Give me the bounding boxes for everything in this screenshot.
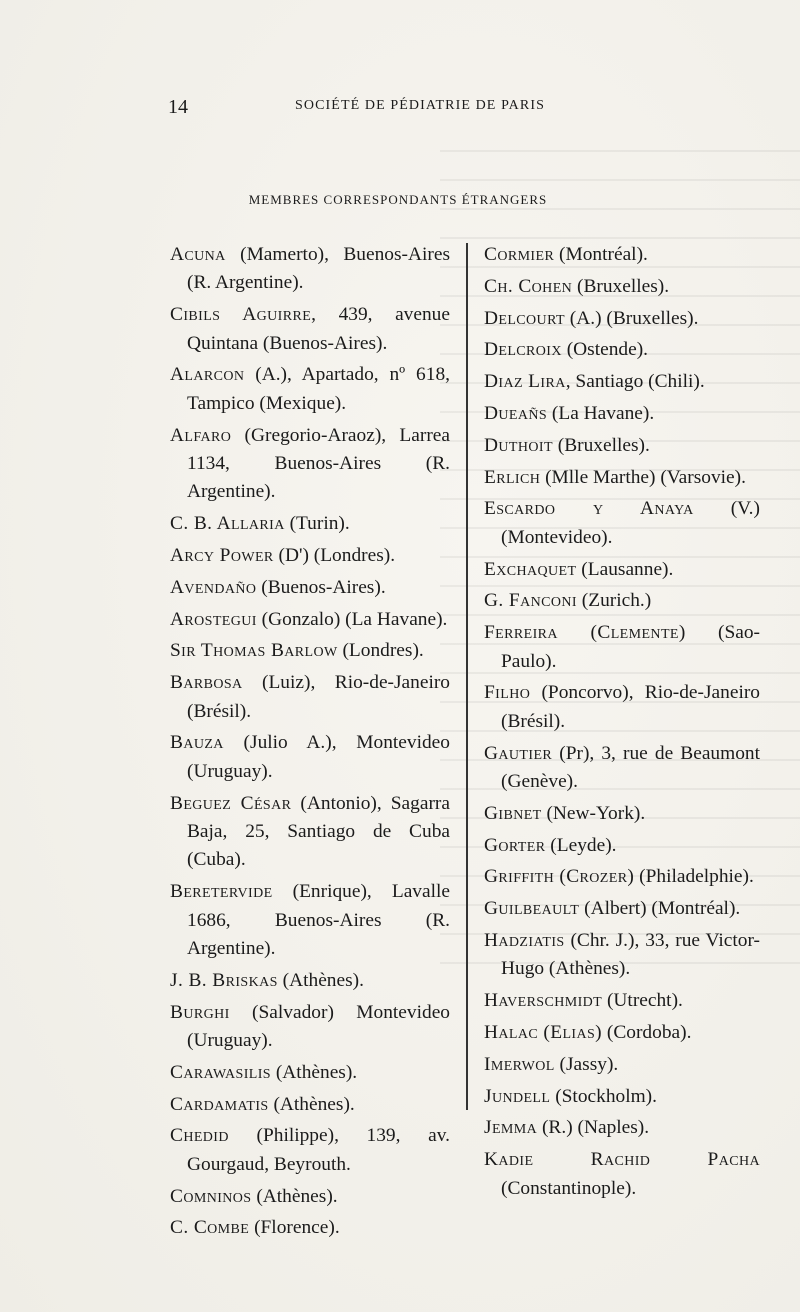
member-details: (Luiz), Rio-de-Janeiro (Brésil). — [187, 672, 450, 722]
member-name: Filho — [484, 682, 531, 704]
member-details: (Mlle Marthe) (Varsovie). — [540, 466, 746, 488]
member-name: Kadie Rachid Pacha — [484, 1149, 760, 1171]
member-entry — [170, 361, 450, 418]
running-title: SOCIÉTÉ DE PÉDIATRIE DE PARIS — [295, 98, 545, 113]
member-name: Jundell — [484, 1085, 551, 1107]
member-details: (Salvador) Montevideo (Uruguay). — [187, 1001, 450, 1052]
member-name: Diaz Lira — [484, 371, 566, 393]
member-name: G. Fanconi — [484, 590, 577, 612]
member-details: (Constantinople). — [501, 1177, 637, 1199]
member-details: , 439, avenue Quintana (Buenos-Aires). — [187, 304, 450, 354]
member-name: Cormier — [484, 244, 555, 265]
member-details: (Jassy). — [554, 1053, 619, 1075]
member-entry — [170, 241, 450, 298]
member-entry — [484, 740, 760, 797]
member-entry — [170, 422, 450, 507]
member-details: (Antonio), Sagarra Baja, 25, Santiago de Cuba (Cuba). — [187, 792, 450, 871]
member-entry — [484, 800, 760, 828]
member-entry — [484, 679, 760, 736]
member-name: Burghi — [170, 1001, 230, 1023]
member-details: (Stockholm). — [550, 1085, 657, 1107]
member-name: Duthoit — [484, 434, 553, 456]
member-name: Comninos — [170, 1185, 252, 1207]
member-entry — [484, 495, 760, 552]
member-details: (La Havane). — [547, 402, 655, 424]
member-details: (Enrique), Lavalle 1686, Buenos-Aires (R. Argentine). — [187, 881, 450, 960]
member-entry — [170, 1183, 450, 1211]
member-name: Bauza — [170, 732, 224, 754]
member-details: (Mamerto), Buenos-Aires (R. Argentine). — [187, 244, 450, 294]
member-entry — [484, 1146, 760, 1203]
member-name: Chedid — [170, 1125, 229, 1147]
member-entry — [170, 1059, 450, 1087]
member-name: Carawasilis — [170, 1061, 271, 1083]
member-name: Hadziatis — [484, 929, 565, 951]
member-details: (Athènes). — [268, 1093, 355, 1115]
member-details: (Athènes). — [271, 1061, 358, 1083]
member-name: Gorter — [484, 834, 546, 856]
member-entry — [484, 619, 760, 676]
member-details: (Poncorvo), Rio-de-Janeiro (Brésil). — [501, 682, 760, 732]
member-entry — [484, 987, 760, 1015]
member-name: Avendaño — [170, 576, 257, 598]
left-column — [170, 241, 450, 1246]
member-details: (Londres). — [337, 640, 424, 662]
member-entry — [170, 574, 450, 602]
member-details: (Chr. J.), 33, rue Victor-Hugo (Athènes). — [501, 929, 760, 980]
member-details: (Utrecht). — [602, 990, 683, 1012]
member-details: (Sao-Paulo). — [501, 622, 760, 672]
member-entry — [484, 927, 760, 984]
member-entry — [484, 1114, 760, 1142]
member-entry — [484, 336, 760, 364]
member-name: Acuna — [170, 244, 226, 265]
member-details: (A.) (Bruxelles). — [564, 307, 699, 329]
member-entry — [484, 273, 760, 301]
member-name: Imerwol — [484, 1053, 555, 1075]
member-details: (D') (Londres). — [273, 545, 396, 567]
member-entry — [484, 1019, 760, 1047]
member-entry — [484, 1051, 760, 1079]
member-details: (Bruxelles). — [552, 434, 650, 456]
member-details: (Bruxelles). — [572, 275, 670, 297]
member-name: Ferreira (Clemente) — [484, 622, 686, 644]
member-entry — [170, 1214, 450, 1242]
member-entry — [484, 368, 760, 396]
member-name: Exchaquet — [484, 558, 577, 580]
member-name: Cardamatis — [170, 1093, 269, 1115]
member-details: (Lausanne). — [576, 558, 674, 580]
column-divider — [466, 243, 468, 1110]
member-name: Delcourt — [484, 307, 565, 329]
page-header — [168, 96, 628, 126]
member-details: (Julio A.), Montevideo (Uruguay). — [187, 732, 450, 782]
member-name: Cibils Aguirre — [170, 304, 312, 326]
member-entry — [484, 241, 760, 269]
member-entry — [170, 542, 450, 570]
member-details: (V.) (Montevideo). — [501, 498, 760, 548]
member-details: (Pr), 3, rue de Beaumont (Genève). — [501, 742, 760, 792]
member-details: (Turin). — [284, 513, 350, 535]
member-entry — [484, 1083, 760, 1111]
member-details: , Santiago (Chili). — [565, 371, 705, 393]
member-name: Guilbeault — [484, 898, 580, 920]
member-entry — [484, 305, 760, 333]
member-entry — [484, 895, 760, 923]
member-name: Alarcon — [170, 364, 245, 386]
member-name: Alfaro — [170, 424, 232, 446]
right-column — [484, 241, 760, 1206]
member-details: (Cordoba). — [602, 1021, 692, 1043]
member-details: (New-York). — [541, 802, 646, 824]
member-entry — [170, 1091, 450, 1119]
member-name: Barbosa — [170, 672, 243, 694]
member-details: (Ostende). — [561, 339, 649, 361]
member-name: C. B. Allaria — [170, 513, 285, 535]
member-entry — [484, 464, 760, 492]
member-entry — [484, 587, 760, 615]
member-name: Arostegui — [170, 608, 257, 630]
member-name: Halac (Elias) — [484, 1021, 603, 1043]
member-name: Sir Thomas Barlow — [170, 640, 338, 662]
member-details: (Gregorio-Araoz), Larrea 1134, Buenos-Aires (R. Argentine). — [187, 424, 450, 503]
member-entry — [170, 510, 450, 538]
member-entry — [170, 637, 450, 665]
member-name: Dueañs — [484, 402, 548, 424]
member-entry — [170, 729, 450, 786]
member-details: (Gonzalo) (La Havane). — [256, 608, 448, 630]
member-details: (Zurich.) — [576, 590, 652, 612]
member-entry — [170, 878, 450, 963]
member-name: Gibnet — [484, 802, 542, 824]
member-name: Gautier — [484, 742, 553, 764]
member-entry — [170, 967, 450, 995]
member-details: (A.), Apartado, nº 618, Tampico (Mexique). — [187, 364, 450, 414]
member-entry — [170, 669, 450, 726]
member-name: Beguez César — [170, 792, 292, 814]
member-name: J. B. Briskas — [170, 969, 278, 991]
member-name: Delcroix — [484, 339, 562, 361]
member-entry — [170, 1122, 450, 1179]
member-name: Jemma — [484, 1117, 538, 1139]
member-entry — [484, 863, 760, 891]
member-name: Erlich — [484, 466, 541, 488]
member-entry — [484, 400, 760, 428]
member-name: Haverschmidt — [484, 990, 603, 1012]
section-title: MEMBRES CORRESPONDANTS ÉTRANGERS — [248, 192, 548, 207]
member-name: Escardo y Anaya — [484, 498, 694, 520]
member-entry — [484, 832, 760, 860]
member-details: (Florence). — [249, 1217, 340, 1239]
member-name: Beretervide — [170, 881, 273, 903]
member-details: (Albert) (Montréal). — [579, 898, 741, 920]
page-number: 14 — [168, 96, 188, 118]
member-name: C. Combe — [170, 1217, 250, 1239]
member-details: (R.) (Naples). — [537, 1117, 650, 1139]
member-name: Arcy Power — [170, 545, 274, 567]
member-details: (Athènes). — [251, 1185, 338, 1207]
member-details: (Leyde). — [545, 834, 617, 856]
member-entry — [170, 999, 450, 1056]
member-details: (Athènes). — [277, 969, 364, 991]
member-details: (Montréal). — [554, 244, 648, 265]
member-entry — [484, 556, 760, 584]
member-entry — [170, 301, 450, 358]
member-details: (Buenos-Aires). — [256, 576, 386, 598]
member-name: Griffith (Crozer) — [484, 866, 635, 888]
member-entry — [170, 606, 450, 634]
member-entry — [484, 432, 760, 460]
member-name: Ch. Cohen — [484, 275, 573, 297]
member-details: (Philadelphie). — [634, 866, 754, 888]
member-details: (Philippe), 139, av. Gourgaud, Beyrouth. — [187, 1125, 450, 1175]
member-entry — [170, 790, 450, 875]
